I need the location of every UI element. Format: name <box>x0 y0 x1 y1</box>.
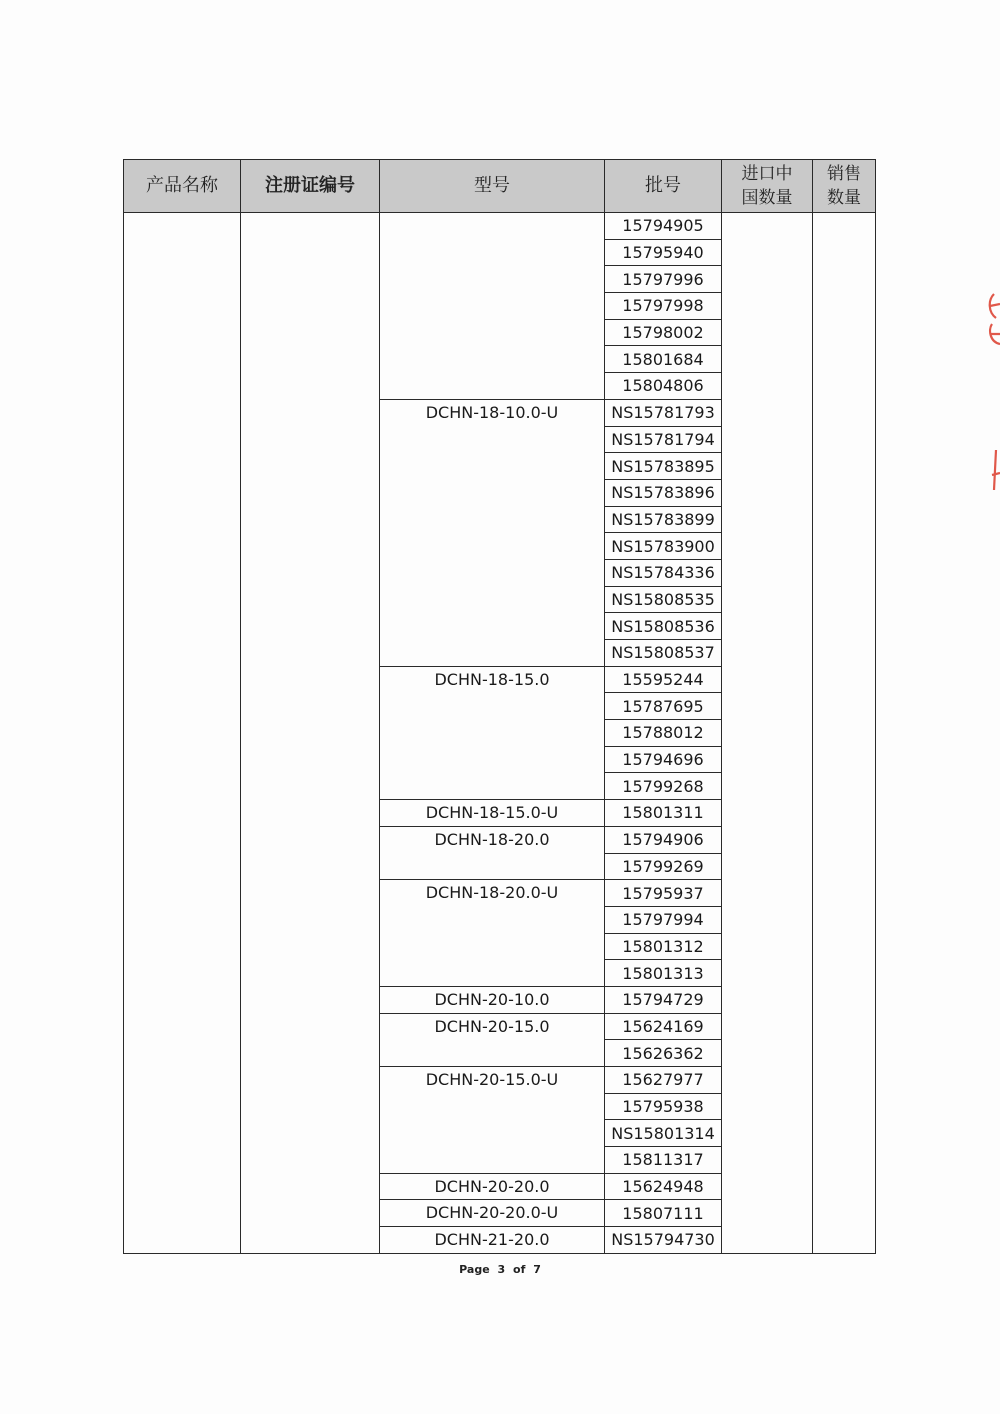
table-body <box>124 213 876 1254</box>
header-imported-qty-line2: 国数量 <box>741 188 793 208</box>
cell-lot-no: 15797996 <box>605 266 722 293</box>
cell-lot-no: 15795937 <box>605 880 722 907</box>
cell-model: DCHN-20-15.0 <box>380 1013 605 1066</box>
cell-lot-no: NS15783899 <box>605 506 722 533</box>
cell-lot-no: 15624169 <box>605 1013 722 1040</box>
cell-registration-no <box>241 213 380 1254</box>
cell-sales-qty <box>813 213 876 1254</box>
cell-lot-no: 15807111 <box>605 1200 722 1227</box>
cell-lot-no: NS15808536 <box>605 613 722 640</box>
cell-lot-no: 15624948 <box>605 1173 722 1200</box>
cell-model: DCHN-21-20.0 <box>380 1227 605 1254</box>
cell-lot-no: 15794729 <box>605 986 722 1013</box>
cell-lot-no: NS15794730 <box>605 1227 722 1254</box>
cell-model <box>380 213 605 400</box>
cell-model: DCHN-18-10.0-U <box>380 399 605 666</box>
header-sales-qty-line1: 销售 <box>827 164 861 184</box>
cell-model: DCHN-18-20.0 <box>380 826 605 879</box>
cell-lot-no: 15801312 <box>605 933 722 960</box>
cell-lot-no: 15801313 <box>605 960 722 987</box>
cell-lot-no: 15595244 <box>605 666 722 693</box>
cell-lot-no: 15795938 <box>605 1093 722 1120</box>
header-imported-qty-line1: 进口中 <box>741 164 793 184</box>
header-product-name: 产品名称 <box>124 160 241 213</box>
footer-page-total: 7 <box>533 1263 541 1276</box>
cell-lot-no: NS15783895 <box>605 453 722 480</box>
cell-lot-no: NS15781794 <box>605 426 722 453</box>
cell-model: DCHN-18-15.0 <box>380 666 605 799</box>
footer-of-word: of <box>513 1263 526 1276</box>
cell-lot-no: 15626362 <box>605 1040 722 1067</box>
cell-lot-no: 15799268 <box>605 773 722 800</box>
cell-lot-no: 15798002 <box>605 319 722 346</box>
cell-lot-no: NS15801314 <box>605 1120 722 1147</box>
cell-model: DCHN-20-10.0 <box>380 986 605 1013</box>
cell-lot-no: 15797998 <box>605 293 722 320</box>
header-model: 型号 <box>380 160 605 213</box>
cell-lot-no: 15794905 <box>605 213 722 240</box>
cell-lot-no: NS15808535 <box>605 586 722 613</box>
table-header-row <box>124 160 876 213</box>
cell-lot-no: 15627977 <box>605 1067 722 1094</box>
lot-table <box>123 159 876 1254</box>
page-footer <box>0 1263 1000 1276</box>
cell-model: DCHN-20-20.0-U <box>380 1200 605 1227</box>
cell-lot-no: NS15783896 <box>605 479 722 506</box>
cell-lot-no: NS15784336 <box>605 559 722 586</box>
header-imported-qty <box>722 160 813 213</box>
cell-lot-no: 15799269 <box>605 853 722 880</box>
footer-page-current: 3 <box>497 1263 506 1276</box>
cell-product-name <box>124 213 241 1254</box>
cell-lot-no: NS15783900 <box>605 533 722 560</box>
cell-lot-no: 15794906 <box>605 826 722 853</box>
cell-model: DCHN-18-20.0-U <box>380 880 605 987</box>
cell-lot-no: NS15808537 <box>605 640 722 667</box>
footer-page-word: Page <box>459 1263 490 1276</box>
header-lot-no: 批号 <box>605 160 722 213</box>
cell-lot-no: 15794696 <box>605 746 722 773</box>
cell-lot-no: 15788012 <box>605 720 722 747</box>
cell-lot-no: 15811317 <box>605 1147 722 1174</box>
header-sales-qty-line2: 数量 <box>827 188 861 208</box>
header-sales-qty <box>813 160 876 213</box>
cell-model: DCHN-18-15.0-U <box>380 800 605 827</box>
cell-model: DCHN-20-20.0 <box>380 1173 605 1200</box>
cell-model: DCHN-20-15.0-U <box>380 1067 605 1174</box>
cell-lot-no: NS15781793 <box>605 399 722 426</box>
table-row <box>124 213 876 240</box>
cell-lot-no: 15797994 <box>605 906 722 933</box>
cell-lot-no: 15795940 <box>605 239 722 266</box>
cell-lot-no: 15801311 <box>605 800 722 827</box>
cell-imported-qty <box>722 213 813 1254</box>
header-registration-no: 注册证编号 <box>241 160 380 213</box>
red-stamp-fragment <box>984 290 1000 500</box>
cell-lot-no: 15801684 <box>605 346 722 373</box>
cell-lot-no: 15804806 <box>605 373 722 400</box>
cell-lot-no: 15787695 <box>605 693 722 720</box>
